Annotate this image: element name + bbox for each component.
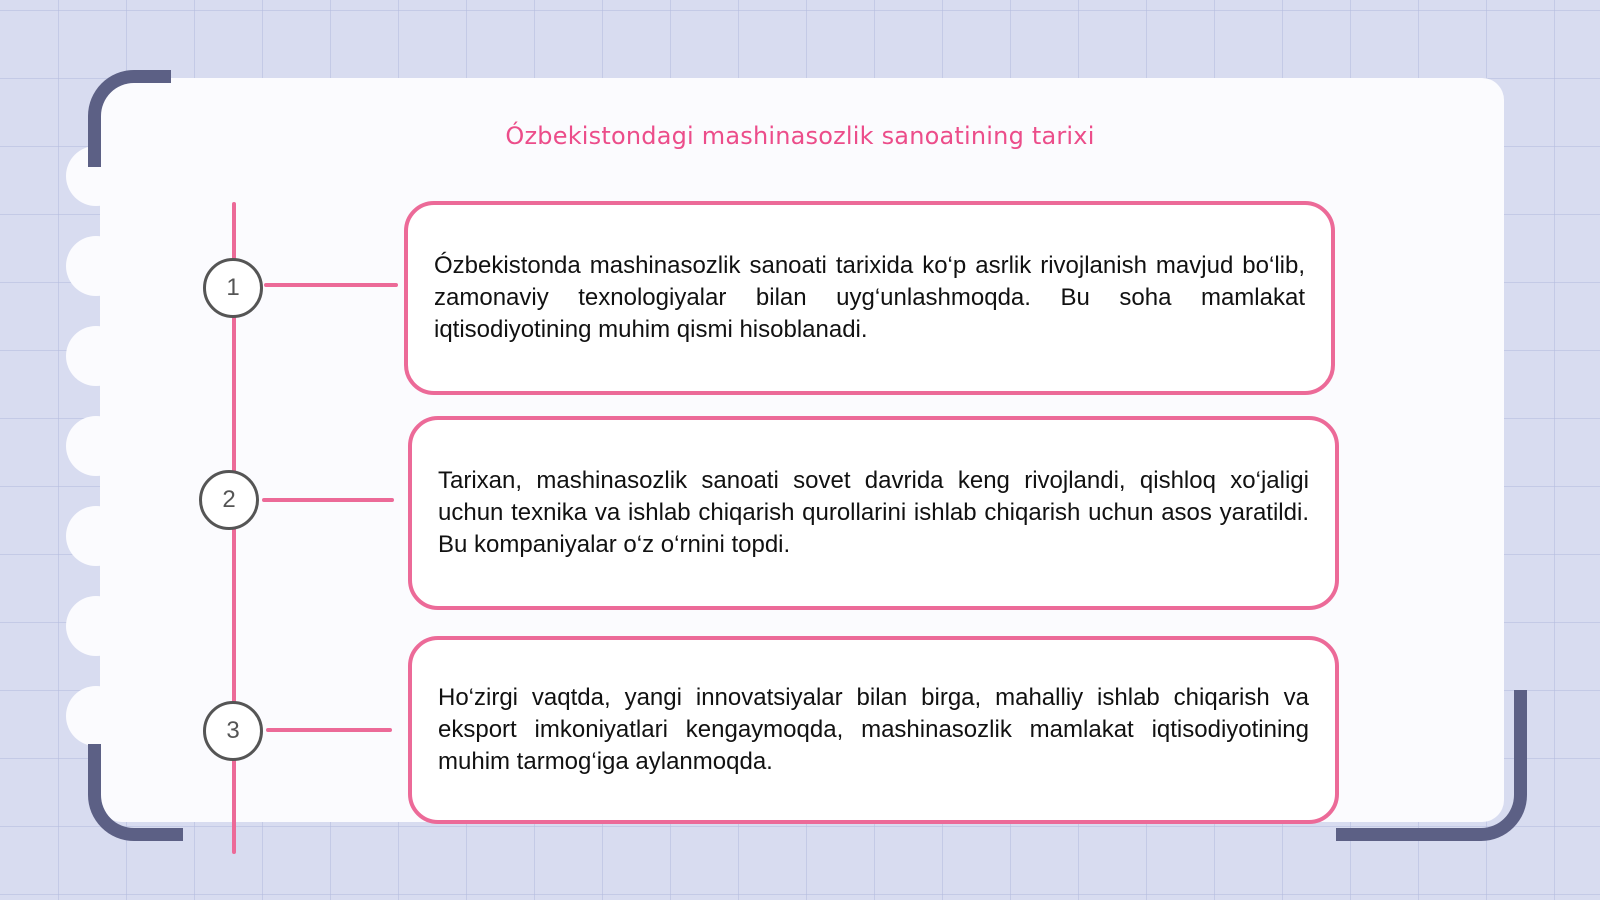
frame-corner-top-left	[88, 70, 171, 167]
frame-corner-bottom-right	[1336, 690, 1527, 841]
step-number-2: 2	[199, 470, 259, 530]
frame-corner-bottom-left	[88, 744, 183, 841]
timeline-connector-1	[264, 283, 398, 287]
timeline-connector-3	[266, 728, 392, 732]
step-number-3: 3	[203, 701, 263, 761]
paper-notch	[66, 236, 126, 296]
timeline-card-text: Tarixan, mashinasozlik sanoati sovet davrida keng rivojlandi, qishloq xo‘jaligi uchun texnika va ishlab chiqarish qurollarini ishlab chiqarish uchun asos yaratildi. Bu kompaniyalar o‘z o‘rnini topdi.	[438, 467, 1309, 558]
timeline-connector-2	[262, 498, 394, 502]
step-number-1: 1	[203, 258, 263, 318]
timeline-card-1	[404, 201, 1335, 395]
paper-notch	[66, 506, 126, 566]
timeline-card-text: Ózbekistonda mashinasozlik sanoati tarixida ko‘p asrlik rivojlanish mavjud bo‘lib, zamonaviy texnologiyalar bilan uyg‘unlashmoqda. Bu soha mamlakat iqtisodiyotining muhim qismi hisoblanadi.	[434, 252, 1305, 343]
timeline-card-text: Ho‘zirgi vaqtda, yangi innovatsiyalar bilan birga, mahalliy ishlab chiqarish va eksport imkoniyatlari kengaymoqda, mashinasozlik mamlakat iqtisodiyotining muhim tarmog‘iga aylanmoqda.	[438, 684, 1309, 775]
paper-notch	[66, 686, 126, 746]
paper-notch	[66, 326, 126, 386]
paper-notch	[66, 596, 126, 656]
timeline-card-2	[408, 416, 1339, 610]
timeline-card-3	[408, 636, 1339, 824]
slide-title: Ózbekistondagi mashinasozlik sanoatining tarixi	[505, 122, 1095, 150]
paper-notch	[66, 416, 126, 476]
